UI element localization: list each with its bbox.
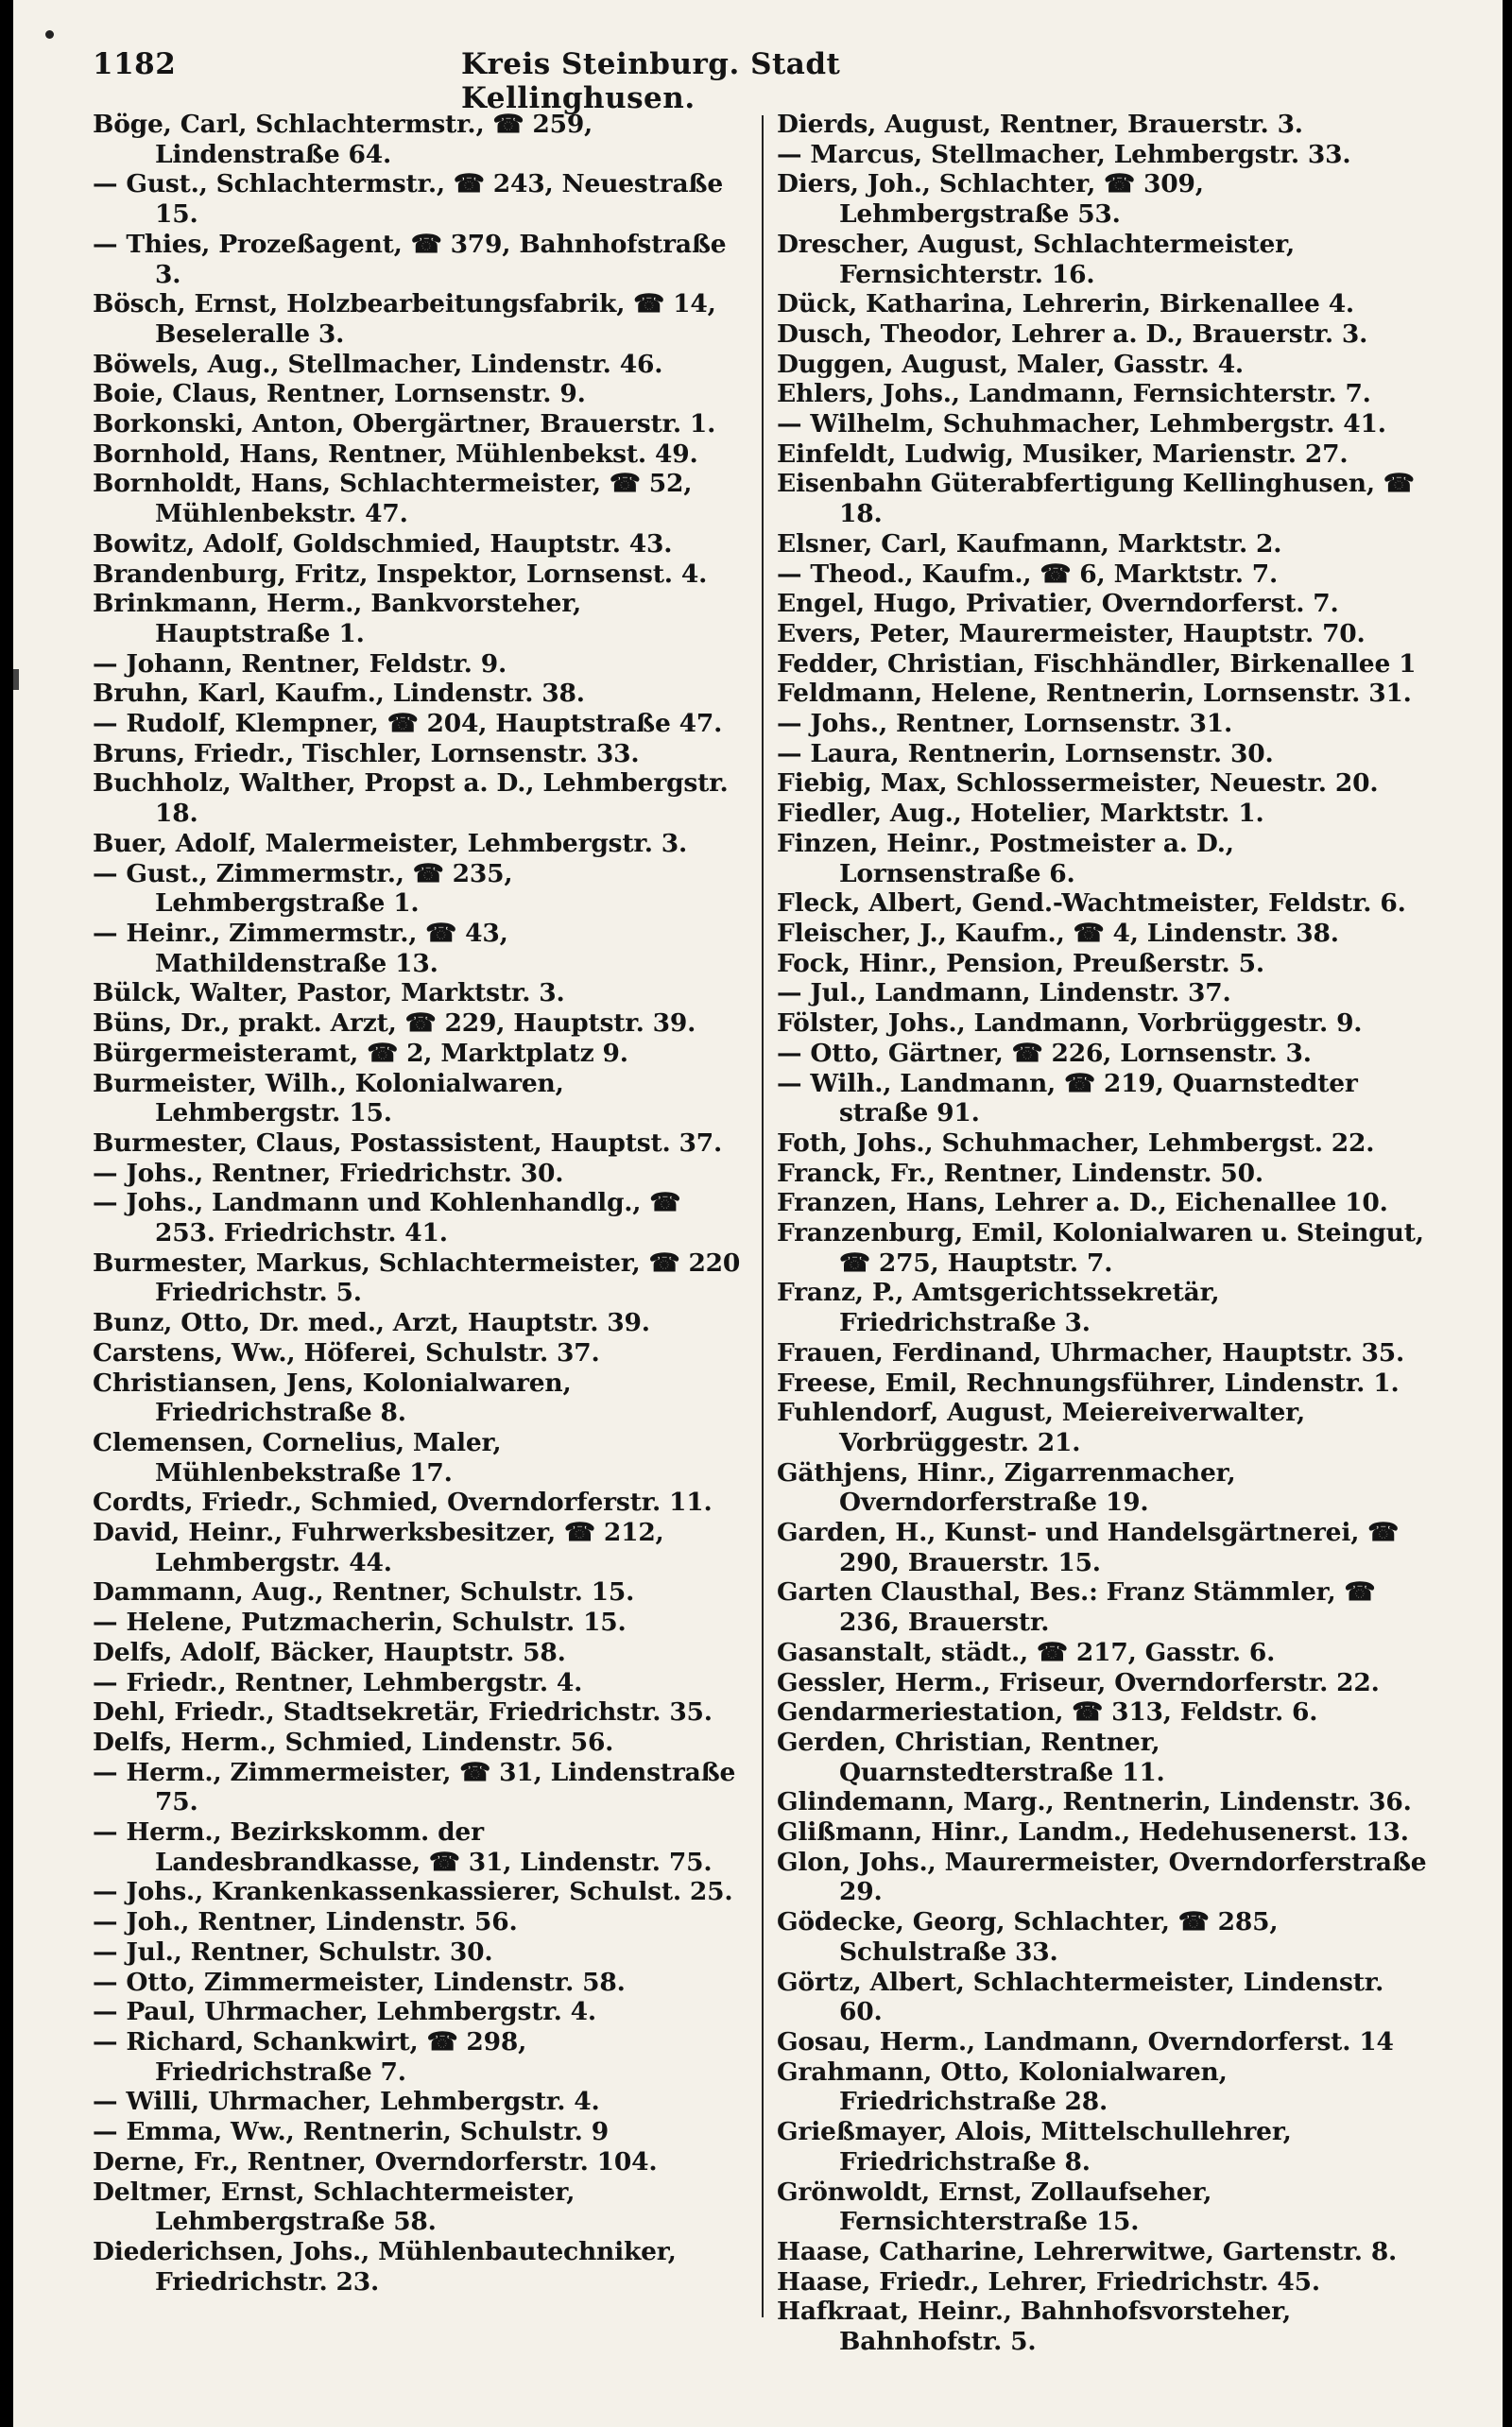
page-number: 1182 xyxy=(93,47,177,81)
directory-entry: — Otto, Gärtner, ☎ 226, Lornsenstr. 3. xyxy=(777,1038,1312,1068)
directory-entry: Bruhn, Karl, Kaufm., Lindenstr. 38. xyxy=(93,679,585,709)
directory-entry: Delfs, Adolf, Bäcker, Hauptstr. 58. xyxy=(93,1637,566,1667)
directory-entry: Gäthjens, Hinr., Zigarrenmacher, Overndorferstraße 19. xyxy=(777,1457,1236,1518)
scan-edge-right xyxy=(1503,0,1512,2427)
directory-entry: Brinkmann, Herm., Bankvorsteher, Hauptstraße 1. xyxy=(93,589,582,648)
right-column xyxy=(777,110,1429,2357)
directory-entry: Finzen, Heinr., Postmeister a. D., Lornsenstraße 6. xyxy=(777,828,1234,888)
directory-entry: Grahmann, Otto, Kolonialwaren, Friedrichstraße 28. xyxy=(777,2057,1228,2117)
directory-entry: Fleck, Albert, Gend.-Wachtmeister, Feldstr. 6. xyxy=(777,888,1406,919)
directory-entry: Fuhlendorf, August, Meiereiverwalter, Vorbrüggestr. 21. xyxy=(777,1398,1305,1457)
directory-entry: Grießmayer, Alois, Mittelschullehrer, Friedrichstraße 8. xyxy=(777,2117,1292,2177)
directory-entry: Franzenburg, Emil, Kolonialwaren u. Steingut, ☎ 275, Hauptstr. 7. xyxy=(777,1218,1424,1278)
directory-entry: Drescher, August, Schlachtermeister, Fernsichterstr. 16. xyxy=(777,229,1295,289)
directory-entry: Duggen, August, Maler, Gasstr. 4. xyxy=(777,349,1244,379)
directory-entry: Bornhold, Hans, Rentner, Mühlenbekst. 49. xyxy=(93,439,698,469)
directory-entry: Burmeister, Wilh., Kolonialwaren, Lehmbergstr. 15. xyxy=(93,1068,564,1128)
directory-entry: Elsner, Carl, Kaufmann, Marktstr. 2. xyxy=(777,528,1282,559)
directory-entry: Franz, P., Amtsgerichtssekretär, Friedrichstraße 3. xyxy=(777,1278,1220,1338)
directory-entry: Diers, Joh., Schlachter, ☎ 309, Lehmbergstraße 53. xyxy=(777,169,1204,230)
directory-entry: Clemensen, Cornelius, Maler, Mühlenbekstraße 17. xyxy=(93,1427,502,1488)
directory-entry: Gosau, Herm., Landmann, Overndorferst. 14 xyxy=(777,2027,1394,2057)
directory-entry: — Herm., Bezirkskomm. der Landesbrandkasse, ☎ 31, Lindenstr. 75. xyxy=(93,1817,713,1877)
directory-entry: Gessler, Herm., Friseur, Overndorferstr. 22. xyxy=(777,1667,1380,1697)
directory-entry: Bülck, Walter, Pastor, Marktstr. 3. xyxy=(93,978,565,1008)
page-header xyxy=(93,43,1038,115)
directory-entry: Grönwoldt, Ernst, Zollaufseher, Fernsichterstraße 15. xyxy=(777,2177,1212,2237)
left-column xyxy=(93,110,747,2297)
directory-entry: — Theod., Kaufm., ☎ 6, Marktstr. 7. xyxy=(777,559,1279,589)
directory-entry: Brandenburg, Fritz, Inspektor, Lornsenst. 4. xyxy=(93,559,708,589)
directory-entry: Diederichsen, Johs., Mühlenbautechniker, Friedrichstr. 23. xyxy=(93,2236,677,2297)
directory-entry: — Marcus, Stellmacher, Lehmbergstr. 33. xyxy=(777,139,1351,169)
directory-entry: Bowitz, Adolf, Goldschmied, Hauptstr. 43. xyxy=(93,528,673,559)
directory-entry: Burmester, Claus, Postassistent, Hauptst. 37. xyxy=(93,1127,723,1158)
directory-entry: — Herm., Zimmermeister, ☎ 31, Lindenstraße 75. xyxy=(93,1757,736,1817)
directory-entry: Ehlers, Johs., Landmann, Fernsichterstr. 7. xyxy=(777,379,1371,409)
directory-entry: — Johann, Rentner, Feldstr. 9. xyxy=(93,648,507,679)
directory-entry: — Paul, Uhrmacher, Lehmbergstr. 4. xyxy=(93,1997,596,2027)
directory-entry: — Richard, Schankwirt, ☎ 298, Friedrichstraße 7. xyxy=(93,2027,527,2087)
directory-entry: Foth, Johs., Schuhmacher, Lehmbergst. 22. xyxy=(777,1127,1375,1158)
directory-entry: Bruns, Friedr., Tischler, Lornsenstr. 33. xyxy=(93,738,640,768)
directory-entry: Garden, H., Kunst- und Handelsgärtnerei, ☎ 290, Brauerstr. 15. xyxy=(777,1518,1400,1577)
directory-entry: Buer, Adolf, Malermeister, Lehmbergstr. 3. xyxy=(93,828,688,858)
directory-entry: Fock, Hinr., Pension, Preußerstr. 5. xyxy=(777,948,1264,978)
directory-entry: Fedder, Christian, Fischhändler, Birkenallee 1 xyxy=(777,648,1417,679)
directory-entry: Frauen, Ferdinand, Uhrmacher, Hauptstr. 35. xyxy=(777,1337,1404,1368)
directory-entry: Haase, Friedr., Lehrer, Friedrichstr. 45. xyxy=(777,2266,1320,2297)
directory-entry: Dehl, Friedr., Stadtsekretär, Friedrichstr. 35. xyxy=(93,1697,713,1728)
directory-entry: Christiansen, Jens, Kolonialwaren, Friedrichstraße 8. xyxy=(93,1368,572,1428)
directory-entry: — Johs., Krankenkassenkassierer, Schulst. 25. xyxy=(93,1877,733,1907)
directory-entry: Feldmann, Helene, Rentnerin, Lornsenstr. 31. xyxy=(777,679,1412,709)
directory-entry: Burmester, Markus, Schlachtermeister, ☎ 220 Friedrichstr. 5. xyxy=(93,1248,741,1308)
directory-entry: — Emma, Ww., Rentnerin, Schulstr. 9 xyxy=(93,2117,609,2147)
directory-entry: — Gust., Schlachtermstr., ☎ 243, Neuestraße 15. xyxy=(93,169,724,230)
directory-entry: Dammann, Aug., Rentner, Schulstr. 15. xyxy=(93,1577,635,1608)
directory-entry: Einfeldt, Ludwig, Musiker, Marienstr. 27. xyxy=(777,439,1349,469)
directory-entry: Buchholz, Walther, Propst a. D., Lehmbergstr. 18. xyxy=(93,768,729,829)
directory-entry: Fleischer, J., Kaufm., ☎ 4, Lindenstr. 38. xyxy=(777,918,1339,948)
directory-entry: Engel, Hugo, Privatier, Overndorferst. 7. xyxy=(777,589,1339,619)
directory-entry: Büns, Dr., prakt. Arzt, ☎ 229, Hauptstr. 39. xyxy=(93,1008,696,1039)
directory-entry: — Wilhelm, Schuhmacher, Lehmbergstr. 41. xyxy=(777,409,1386,439)
directory-entry: — Helene, Putzmacherin, Schulstr. 15. xyxy=(93,1608,627,1638)
directory-entry: Eisenbahn Güterabfertigung Kellinghusen, ☎ 18. xyxy=(777,469,1415,529)
directory-entry: — Heinr., Zimmermstr., ☎ 43, Mathildenstraße 13. xyxy=(93,918,508,978)
directory-entry: Hafkraat, Heinr., Bahnhofsvorsteher, Bahnhofstr. 5. xyxy=(777,2297,1292,2357)
directory-entry: Bürgermeisteramt, ☎ 2, Marktplatz 9. xyxy=(93,1038,628,1068)
directory-entry: Görtz, Albert, Schlachtermeister, Lindenstr. 60. xyxy=(777,1967,1384,2027)
directory-entry: Bösch, Ernst, Holzbearbeitungsfabrik, ☎ 14, Beseleralle 3. xyxy=(93,289,716,349)
page-title: Kreis Steinburg. Stadt Kellinghusen. xyxy=(461,47,841,115)
directory-entry: — Friedr., Rentner, Lehmbergstr. 4. xyxy=(93,1667,583,1697)
directory-entry: — Willi, Uhrmacher, Lehmbergstr. 4. xyxy=(93,2087,600,2117)
directory-entry: — Otto, Zimmermeister, Lindenstr. 58. xyxy=(93,1967,626,1997)
scan-edge-left xyxy=(0,0,13,2427)
directory-entry: Evers, Peter, Maurermeister, Hauptstr. 70. xyxy=(777,618,1366,648)
directory-entry: Boie, Claus, Rentner, Lornsenstr. 9. xyxy=(93,379,586,409)
directory-entry: Fiebig, Max, Schlossermeister, Neuestr. 20. xyxy=(777,768,1379,799)
directory-entry: Bunz, Otto, Dr. med., Arzt, Hauptstr. 39. xyxy=(93,1308,650,1338)
directory-entry: — Johs., Rentner, Lornsenstr. 31. xyxy=(777,709,1233,739)
directory-entry: Gasanstalt, städt., ☎ 217, Gasstr. 6. xyxy=(777,1637,1276,1667)
directory-entry: — Gust., Zimmermstr., ☎ 235, Lehmbergstraße 1. xyxy=(93,858,513,919)
directory-entry: — Johs., Landmann und Kohlenhandlg., ☎ 253. Friedrichstr. 41. xyxy=(93,1188,681,1248)
directory-entry: Glon, Johs., Maurermeister, Overndorferstraße 29. xyxy=(777,1847,1427,1907)
directory-entry: Deltmer, Ernst, Schlachtermeister, Lehmbergstraße 58. xyxy=(93,2177,576,2237)
directory-entry: Carstens, Ww., Höferei, Schulstr. 37. xyxy=(93,1337,600,1368)
directory-entry: David, Heinr., Fuhrwerksbesitzer, ☎ 212, Lehmbergstr. 44. xyxy=(93,1518,664,1577)
directory-entry: Franck, Fr., Rentner, Lindenstr. 50. xyxy=(777,1158,1263,1188)
directory-entry: Bornholdt, Hans, Schlachtermeister, ☎ 52, Mühlenbekstr. 47. xyxy=(93,469,693,529)
directory-entry: Böwels, Aug., Stellmacher, Lindenstr. 46. xyxy=(93,349,663,379)
directory-entry: — Thies, Prozeßagent, ☎ 379, Bahnhofstraße 3. xyxy=(93,229,727,289)
directory-entry: Derne, Fr., Rentner, Overndorferstr. 104. xyxy=(93,2146,658,2177)
directory-entry: — Laura, Rentnerin, Lornsenstr. 30. xyxy=(777,738,1274,768)
ink-dot xyxy=(45,30,54,39)
directory-entry: Franzen, Hans, Lehrer a. D., Eichenallee 10. xyxy=(777,1188,1388,1218)
directory-entry: — Jul., Rentner, Schulstr. 30. xyxy=(93,1936,493,1967)
directory-entry: Fiedler, Aug., Hotelier, Marktstr. 1. xyxy=(777,799,1264,829)
directory-entry: Dierds, August, Rentner, Brauerstr. 3. xyxy=(777,110,1303,139)
directory-entry: Fölster, Johs., Landmann, Vorbrüggestr. 9. xyxy=(777,1008,1363,1039)
directory-entry: — Jul., Landmann, Lindenstr. 37. xyxy=(777,978,1231,1008)
directory-entry: Garten Clausthal, Bes.: Franz Stämmler, ☎ 236, Brauerstr. xyxy=(777,1577,1376,1638)
directory-entry: Delfs, Herm., Schmied, Lindenstr. 56. xyxy=(93,1727,614,1757)
directory-entry: Gerden, Christian, Rentner, Quarnstedterstraße 11. xyxy=(777,1727,1165,1787)
directory-entry: Glindemann, Marg., Rentnerin, Lindenstr. 36. xyxy=(777,1787,1412,1817)
directory-entry: Freese, Emil, Rechnungsführer, Lindenstr. 1. xyxy=(777,1368,1400,1398)
directory-entry: Gödecke, Georg, Schlachter, ☎ 285, Schulstraße 33. xyxy=(777,1907,1279,1967)
directory-entry: Cordts, Friedr., Schmied, Overndorferstr. 11. xyxy=(93,1488,713,1518)
column-rule xyxy=(762,115,764,2317)
directory-entry: Dück, Katharina, Lehrerin, Birkenallee 4. xyxy=(777,289,1354,319)
directory-entry: Haase, Catharine, Lehrerwitwe, Gartenstr. 8. xyxy=(777,2236,1398,2266)
directory-entry: Gendarmeriestation, ☎ 313, Feldstr. 6. xyxy=(777,1697,1318,1728)
directory-entry: Böge, Carl, Schlachtermstr., ☎ 259, Lindenstraße 64. xyxy=(93,110,593,169)
directory-entry: Glißmann, Hinr., Landm., Hedehusenerst. 13. xyxy=(777,1817,1409,1848)
directory-entry: Borkonski, Anton, Obergärtner, Brauerstr. 1. xyxy=(93,409,716,439)
directory-entry: Dusch, Theodor, Lehrer a. D., Brauerstr. 3. xyxy=(777,318,1368,349)
directory-entry: — Joh., Rentner, Lindenstr. 56. xyxy=(93,1907,518,1937)
directory-entry: — Wilh., Landmann, ☎ 219, Quarnstedter straße 91. xyxy=(777,1068,1358,1128)
ink-mark xyxy=(13,669,19,690)
directory-entry: — Johs., Rentner, Friedrichstr. 30. xyxy=(93,1158,564,1188)
directory-entry: — Rudolf, Klempner, ☎ 204, Hauptstraße 47. xyxy=(93,709,723,739)
